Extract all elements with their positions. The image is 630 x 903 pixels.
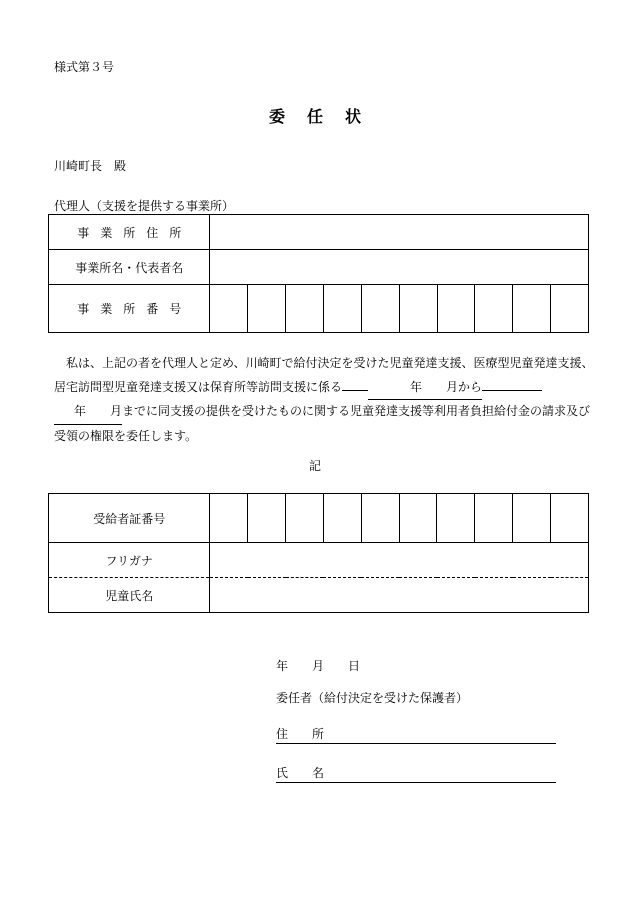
agent-address-row	[49, 215, 589, 250]
signature-date: 年 月 日	[276, 659, 361, 673]
recipient-number-digit[interactable]	[399, 494, 437, 543]
period-from-field[interactable]	[342, 390, 368, 391]
delegation-statement	[54, 352, 594, 448]
agent-table	[48, 214, 589, 333]
recipient-number-row	[49, 494, 589, 543]
delegator-label: 委任者（給付決定を受けた保護者）	[276, 691, 469, 705]
recipient-number-digit[interactable]	[361, 494, 399, 543]
child-name-field[interactable]	[210, 578, 589, 613]
ki-heading: 記	[308, 459, 321, 473]
agent-number-digit[interactable]	[551, 285, 589, 333]
agent-number-digit[interactable]	[210, 285, 248, 333]
delegator-name-line[interactable]	[276, 766, 556, 783]
agent-number-digit[interactable]	[513, 285, 551, 333]
agent-number-digit[interactable]	[399, 285, 437, 333]
recipient-number-digit[interactable]	[475, 494, 513, 543]
recipient-number-digit[interactable]	[551, 494, 589, 543]
title-char-3: 状	[345, 107, 362, 126]
recipient-number-digit[interactable]	[323, 494, 361, 543]
furigana-label: フリガナ	[49, 543, 210, 578]
agent-number-digit[interactable]	[324, 285, 362, 333]
recipient-number-digit[interactable]	[210, 494, 248, 543]
title-char-1: 委	[268, 107, 285, 126]
child-name-row	[49, 578, 589, 613]
period-to-field[interactable]	[482, 390, 542, 391]
delegator-address-line[interactable]	[276, 727, 556, 744]
agent-name-row	[49, 250, 589, 285]
form-number: 様式第３号	[54, 60, 115, 74]
agent-section-label: 代理人（支援を提供する事業所）	[54, 199, 235, 213]
recipient-number-digit[interactable]	[513, 494, 551, 543]
recipient-number-digit[interactable]	[437, 494, 475, 543]
recipient-number-label: 受給者証番号	[49, 494, 210, 543]
recipient-number-digit[interactable]	[248, 494, 286, 543]
agent-number-row	[49, 285, 589, 333]
agent-number-digit[interactable]	[248, 285, 286, 333]
agent-address-field[interactable]	[210, 215, 589, 250]
child-name-label: 児童氏名	[49, 578, 210, 613]
agent-number-digit[interactable]	[475, 285, 513, 333]
delegator-name-label: 氏 名	[276, 766, 325, 780]
furigana-row	[49, 543, 589, 578]
agent-name-label: 事業所名・代表者名	[49, 250, 210, 285]
agent-number-label: 事業所番号	[49, 285, 210, 333]
agent-name-field[interactable]	[210, 250, 589, 285]
agent-number-digit[interactable]	[437, 285, 475, 333]
agent-address-label: 事業所住所	[49, 215, 210, 250]
period-to-label: 年 月	[54, 400, 122, 425]
recipient-table	[48, 493, 589, 613]
addressee: 川崎町長 殿	[54, 159, 127, 173]
statement-part-1: 私は、上記の者を代理人と定め、川崎町で給付決定を受けた児童発達支援、医療型児童発達支援、居宅訪問型児童発達支援又は保育所等訪問支援に係る	[54, 356, 594, 394]
agent-number-digit[interactable]	[361, 285, 399, 333]
recipient-number-digit[interactable]	[286, 494, 324, 543]
document-title	[0, 104, 630, 127]
statement-part-2: までに同支援の提供を受けたものに関する児童発達支援等利用者負担給付金の請求及び受領の権限を委任します。	[54, 404, 591, 443]
title-char-2: 任	[306, 107, 323, 126]
delegator-address-label: 住 所	[276, 727, 325, 741]
furigana-field[interactable]	[210, 543, 589, 578]
period-from-label: 年 月から	[368, 376, 482, 401]
agent-number-digit[interactable]	[286, 285, 324, 333]
